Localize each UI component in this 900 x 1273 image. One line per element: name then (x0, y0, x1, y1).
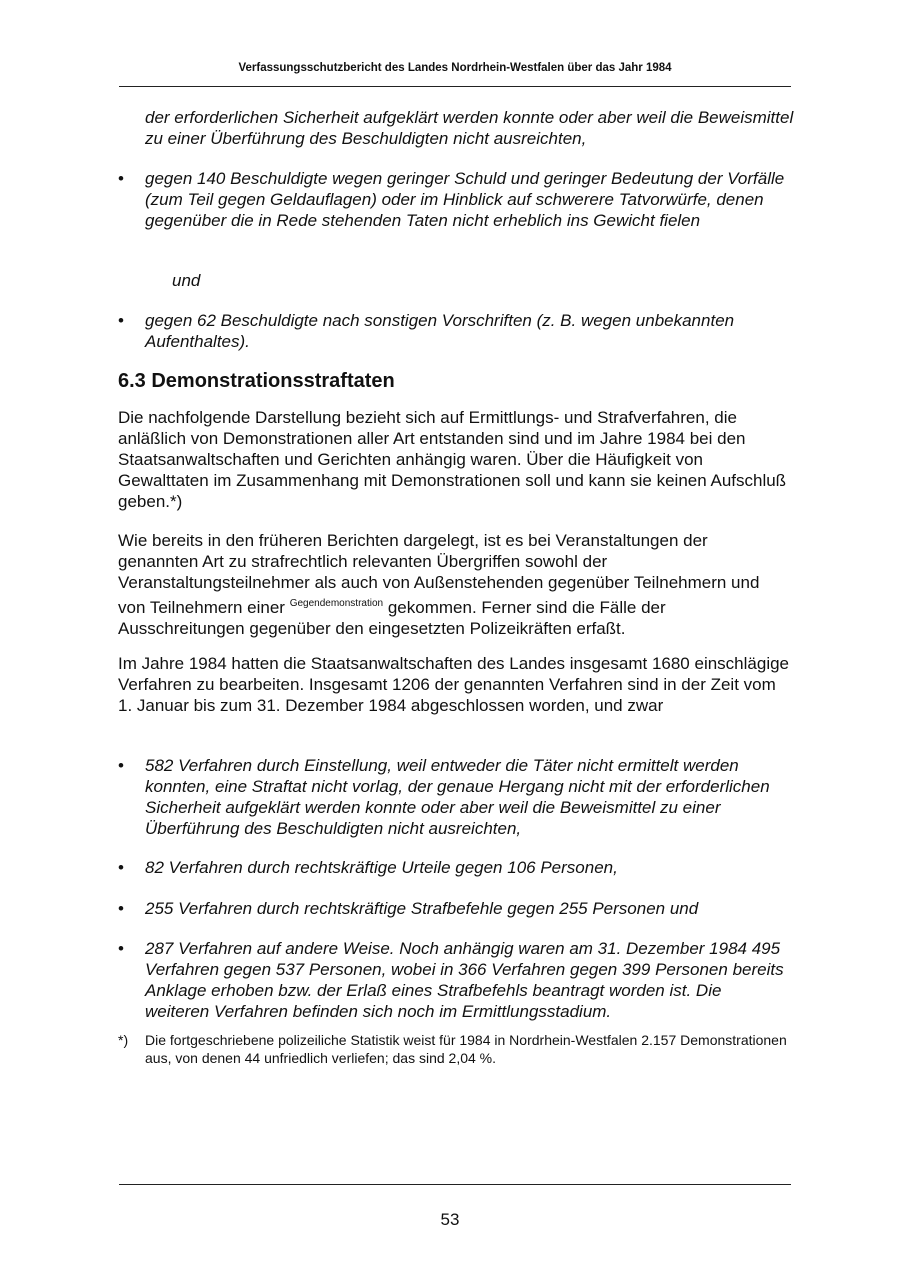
footnote (118, 1031, 790, 1067)
list-item (118, 938, 790, 1022)
superscript-text: Gegendemonstration (289, 598, 384, 609)
paragraph-3: Im Jahre 1984 hatten die Staatsanwaltschaften des Landes insgesamt 1680 einschlägige Verfahren zu bearbeiten. Insgesamt 1206 der genannten Verfahren sind in der Zeit vom 1. Januar bis zum 31. Dezember 1984 abgeschlossen worden, und zwar (118, 654, 790, 715)
footer-rule (119, 1184, 791, 1185)
list-item-text: 82 Verfahren durch rechtskräftige Urteile gegen 106 Personen, (145, 858, 618, 877)
list-item (118, 168, 790, 231)
conjunction-text: und (172, 271, 201, 290)
page-number: 53 (440, 1210, 460, 1229)
paragraph-2-text: Wie bereits in den früheren Berichten dargelegt, ist es bei Veranstaltungen der genannten Art zu strafrechtlich relevanten Übergriffen sowohl der Veranstaltungsteilnehmer als auch von Außenstehenden gegenüber Teilnehmern und von Teilnehmern einer (118, 531, 760, 617)
list-item (118, 857, 790, 878)
bullet-icon: • (118, 939, 124, 958)
footnote-mark: *) (118, 1032, 129, 1048)
header-rule (119, 86, 791, 87)
bullet-icon: • (118, 311, 124, 330)
paragraph-2-text-end: gekommen. Ferner sind die Fälle der Ausschreitungen gegenüber den eingesetzten Polizeikräften erfaßt. (118, 598, 666, 638)
bullet-icon: • (118, 756, 124, 775)
bullet-icon: • (118, 899, 124, 918)
list-item-text: 582 Verfahren durch Einstellung, weil entweder die Täter nicht ermittelt werden konnten, eine Straftat nicht vorlag, der genaue Hergang nicht mit der erforderlichen Sicherheit aufgeklärt werden konnte oder aber weil die Beweismittel zu einer Überführung des Beschuldigten nicht ausreichten, (145, 756, 770, 838)
footnote-text: Die fortgeschriebene polizeiliche Statistik weist für 1984 in Nordrhein-Westfalen 2.157 Demonstrationen aus, von denen 44 unfriedlich verliefen; das sind 2,04 %. (145, 1032, 787, 1066)
continuation-text: der erforderlichen Sicherheit aufgeklärt werden konnte oder aber weil die Beweismittel zu einer Überführung des Beschuldigten nicht ausreichten, (145, 108, 794, 148)
page-header: Verfassungsschutzbericht des Landes Nordrhein-Westfalen über das Jahr 1984 (238, 62, 672, 74)
list-item-text: gegen 140 Beschuldigte wegen geringer Schuld und geringer Bedeutung der Vorfälle (zum Teil gegen Geldauflagen) oder im Hinblick auf schwerere Tatvorwürfe, denen gegenüber die in Rede stehenden Taten nicht erheblich ins Gewicht fielen (145, 169, 785, 230)
list-item-text: gegen 62 Beschuldigte nach sonstigen Vorschriften (z. B. wegen unbekannten Aufenthaltes). (145, 311, 735, 351)
list-item-text: 287 Verfahren auf andere Weise. Noch anhängig waren am 31. Dezember 1984 495 Verfahren gegen 537 Personen, wobei in 366 Verfahren gegen 399 Personen bereits Anklage erhoben bzw. der Erlaß eines Strafbefehls beantragt worden ist. Die weiteren Verfahren befinden sich noch im Ermittlungsstadium. (145, 939, 784, 1021)
bullet-icon: • (118, 169, 124, 188)
list-item (118, 755, 790, 839)
paragraph-1: Die nachfolgende Darstellung bezieht sich auf Ermittlungs- und Strafverfahren, die anläßlich von Demonstrationen aller Art entstanden sind und im Jahre 1984 bei den Staatsanwaltschaften und Gerichten anhängig waren. Über die Häufigkeit von Gewalttaten im Zusammenhang mit Demonstrationen soll und kann sie keinen Aufschluß geben.*) (118, 408, 787, 511)
list-item (118, 898, 790, 919)
section-heading: 6.3 Demonstrationsstraftaten (118, 370, 395, 392)
paragraph-2 (118, 530, 790, 639)
list-item (118, 310, 790, 352)
bullet-icon: • (118, 858, 124, 877)
list-item-text: 255 Verfahren durch rechtskräftige Strafbefehle gegen 255 Personen und (145, 899, 699, 918)
